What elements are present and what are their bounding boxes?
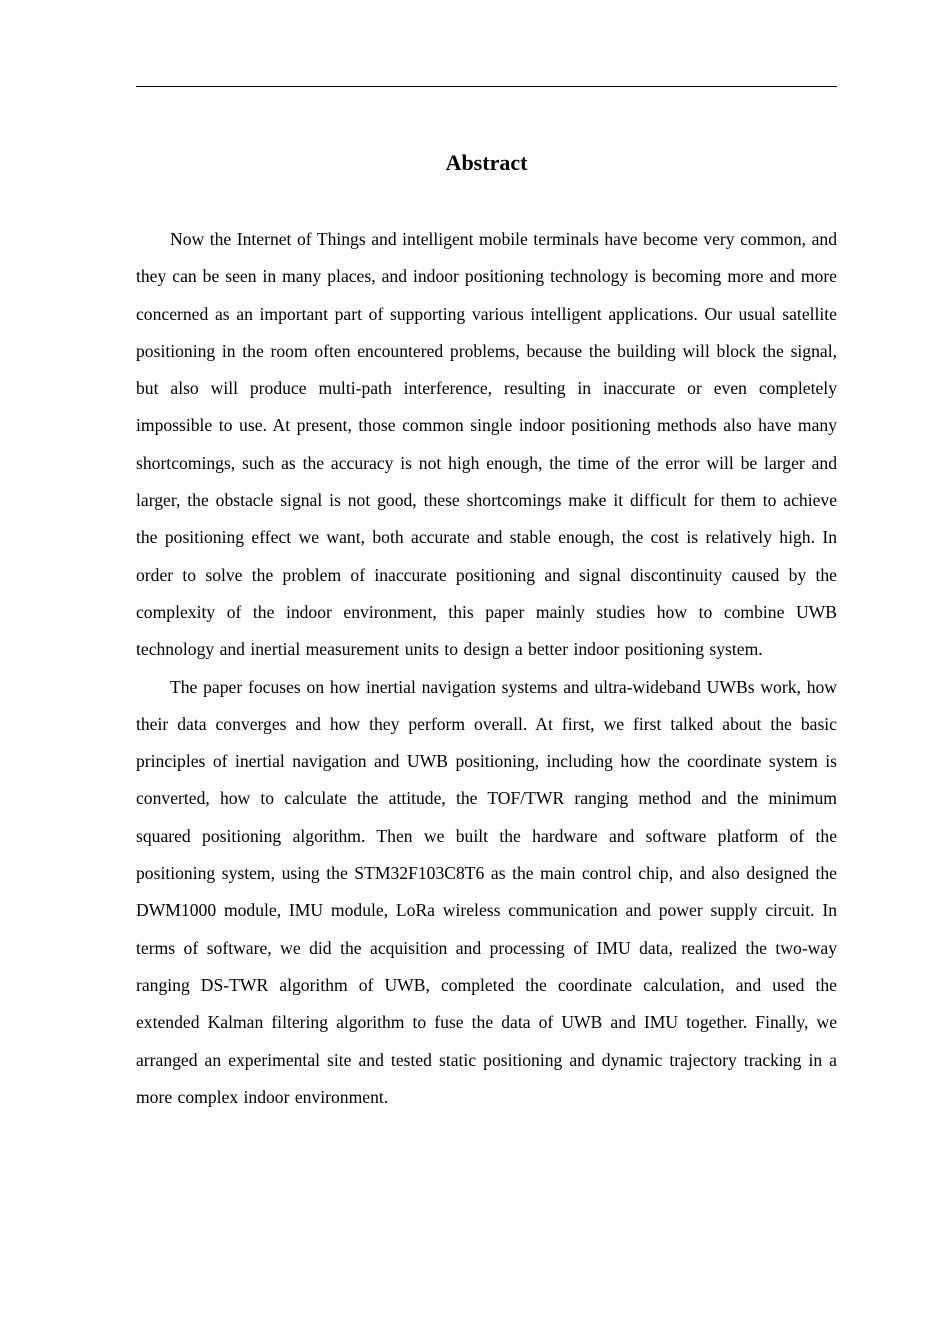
abstract-title: Abstract [445,150,528,175]
abstract-paragraph-1: Now the Internet of Things and intelligent mobile terminals have become very common, and they can be seen in many places, and indoor positioning technology is becoming more and more concerned as an important part of supporting various intelligent applications. Our usual satellite positioning in the room often encountered problems, because the building will block the signal, but also will produce multi-path interference, resulting in inaccurate or even completely impossible to use. At present, those common single indoor positioning methods also have many shortcomings, such as the accuracy is not high enough, the time of the error will be larger and larger, the obstacle signal is not good, these shortcomings make it difficult for them to achieve the positioning effect we want, both accurate and stable enough, the cost is relatively high. In order to solve the problem of inaccurate positioning and signal discontinuity caused by the complexity of the indoor environment, this paper mainly studies how to combine UWB technology and inertial measurement units to design a better indoor positioning system. [136,229,837,660]
abstract-paragraph-2: The paper focuses on how inertial navigation systems and ultra-wideband UWBs work, how their data converges and how they perform overall. At first, we first talked about the basic principles of inertial navigation and UWB positioning, including how the coordinate system is converted, how to calculate the attitude, the TOF/TWR ranging method and the minimum squared positioning algorithm. Then we built the hardware and software platform of the positioning system, using the STM32F103C8T6 as the main control chip, and also designed the DWM1000 module, IMU module, LoRa wireless communication and power supply circuit. In terms of software, we did the acquisition and processing of IMU data, realized the two-way ranging DS-TWR algorithm of UWB, completed the coordinate calculation, and used the extended Kalman filtering algorithm to fuse the data of UWB and IMU together. Finally, we arranged an experimental site and tested static positioning and dynamic trajectory tracking in a more complex indoor environment. [136,676,837,1107]
abstract-body [136,221,837,1116]
header-rule [136,86,837,87]
